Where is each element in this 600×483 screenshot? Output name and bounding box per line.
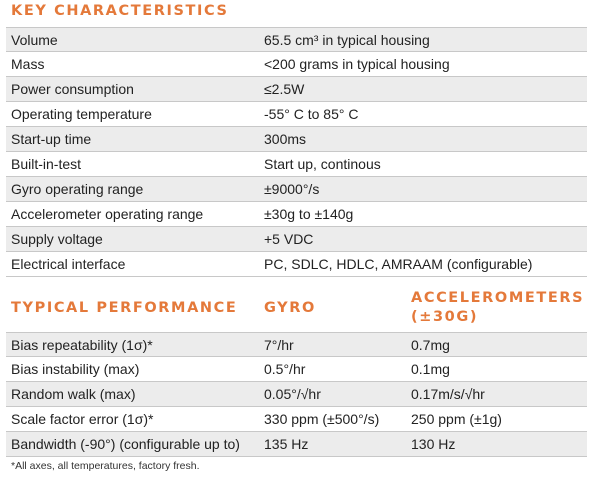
- row-label: Random walk (max): [11, 386, 136, 402]
- row-value: 65.5 cm³ in typical housing: [264, 32, 430, 48]
- row-label: Scale factor error (1σ)*: [11, 411, 154, 427]
- gyro-value: 330 ppm (±500°/s): [264, 411, 380, 427]
- typical-performance-table: [6, 332, 587, 457]
- table-row: [6, 177, 587, 202]
- table-row: [6, 77, 587, 102]
- table-row: [6, 52, 587, 77]
- typical-performance-title: TYPICAL PERFORMANCE: [11, 300, 238, 316]
- row-value: 300ms: [264, 131, 307, 147]
- row-label: Bandwidth (-90°) (configurable up to): [11, 436, 240, 452]
- row-value: <200 grams in typical housing: [264, 56, 450, 72]
- table-row: [6, 227, 587, 252]
- accelerometers-column-header: ACCELEROMETERS: [411, 290, 585, 306]
- row-label: Volume: [11, 32, 58, 48]
- accel-value: 130 Hz: [411, 436, 456, 452]
- row-label: Electrical interface: [11, 256, 126, 272]
- row-label: Supply voltage: [11, 231, 103, 247]
- key-characteristics-title: KEY CHARACTERISTICS: [11, 3, 229, 19]
- table-row: [6, 102, 587, 127]
- row-value: PC, SDLC, HDLC, AMRAAM (configurable): [264, 256, 533, 272]
- row-value: ≤2.5W: [264, 81, 305, 97]
- accel-value: 0.7mg: [411, 337, 450, 353]
- table-row: [6, 432, 587, 457]
- accelerometers-range-header: (±30G): [411, 309, 479, 325]
- row-value: -55° C to 85° C: [264, 106, 359, 122]
- row-label: Accelerometer operating range: [11, 206, 204, 222]
- accel-value: 0.17m/s/√hr: [411, 386, 485, 402]
- accel-value: 250 ppm (±1g): [411, 411, 502, 427]
- row-label: Start-up time: [11, 131, 92, 147]
- row-value: Start up, continous: [264, 156, 381, 172]
- table-row: [6, 407, 587, 432]
- row-label: Built-in-test: [11, 156, 82, 172]
- gyro-value: 0.05°/√hr: [264, 386, 321, 402]
- row-label: Mass: [11, 56, 45, 72]
- key-characteristics-table: [6, 27, 587, 277]
- row-label: Gyro operating range: [11, 181, 144, 197]
- table-row: [6, 202, 587, 227]
- table-row: [6, 332, 587, 357]
- row-value: +5 VDC: [264, 231, 314, 247]
- table-row: [6, 152, 587, 177]
- table-row: [6, 27, 587, 52]
- row-label: Bias repeatability (1σ)*: [11, 337, 153, 353]
- row-label: Bias instability (max): [11, 361, 140, 377]
- table-row: [6, 127, 587, 152]
- row-label: Operating temperature: [11, 106, 152, 122]
- gyro-column-header: GYRO: [264, 300, 316, 316]
- table-row: [6, 382, 587, 407]
- gyro-value: 0.5°/hr: [264, 361, 306, 377]
- gyro-value: 135 Hz: [264, 436, 309, 452]
- gyro-value: 7°/hr: [264, 337, 294, 353]
- table-row: [6, 357, 587, 382]
- footnote: *All axes, all temperatures, factory fresh.: [11, 460, 200, 472]
- table-row: [6, 252, 587, 277]
- accel-value: 0.1mg: [411, 361, 450, 377]
- row-label: Power consumption: [11, 81, 134, 97]
- row-value: ±30g to ±140g: [264, 206, 354, 222]
- row-value: ±9000°/s: [264, 181, 320, 197]
